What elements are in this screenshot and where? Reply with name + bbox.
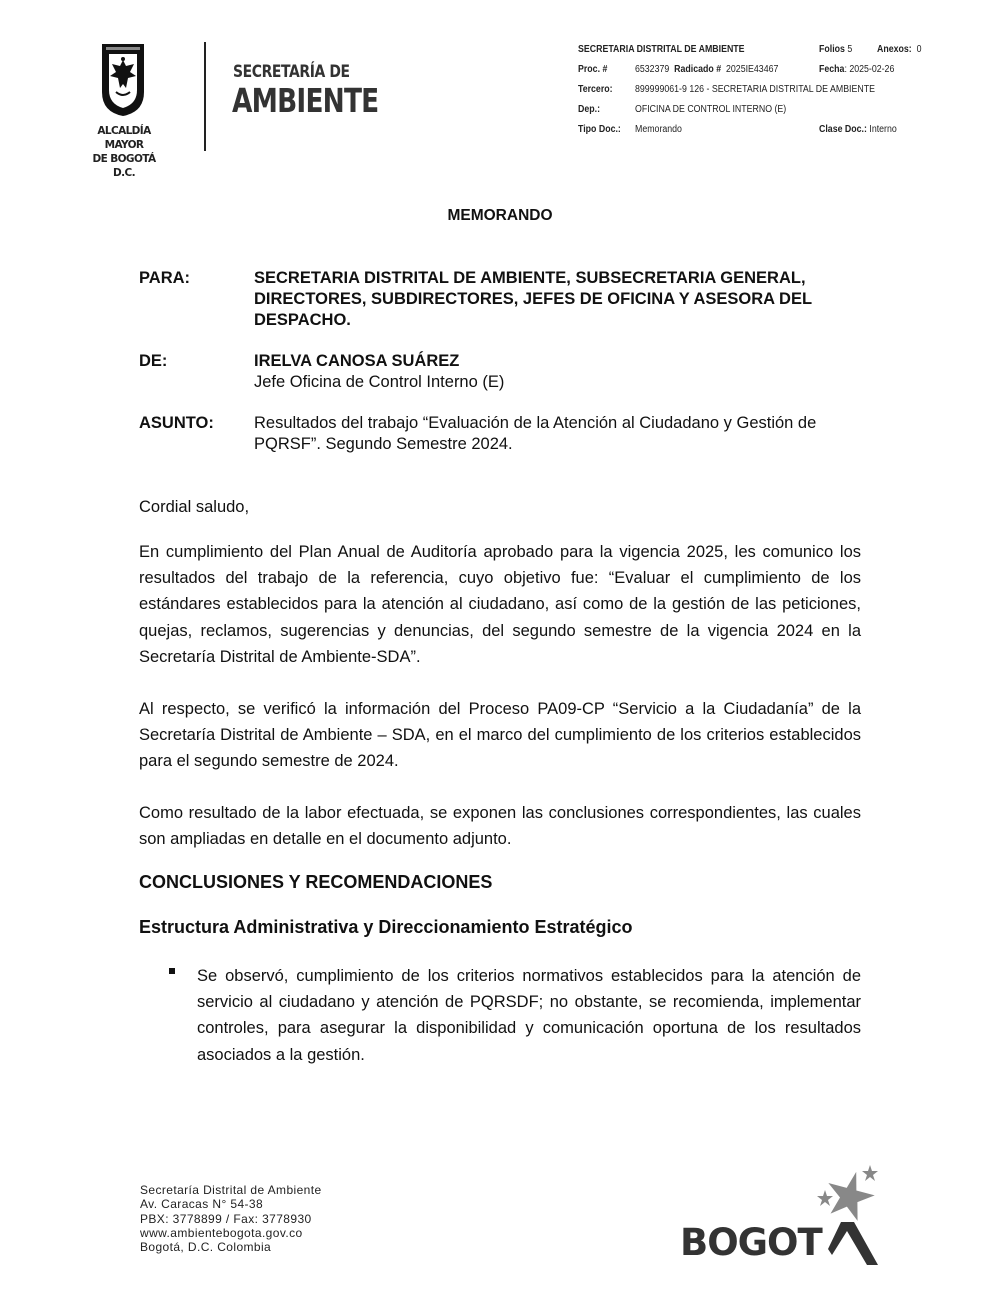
memo-title: MEMORANDO xyxy=(447,207,553,224)
clase-doc-value: Interno xyxy=(869,124,897,135)
de-sender xyxy=(254,351,862,393)
anexos-value: 0 xyxy=(916,44,922,55)
bullet-item: Se observó, cumplimiento de los criterios normativos establecidos para la atención de servicio al ciudadano y atención de PQRSDF; no obstante, se recomienda, implementar controles, para asegurar la disponibilidad y comunicación oportuna de los resultados asociados a la gestión. xyxy=(197,967,861,1064)
folios-value: 5 xyxy=(847,44,853,55)
bogota-coat-of-arms-icon xyxy=(100,42,146,117)
asunto-line: PQRSF”. Segundo Semestre 2024. xyxy=(254,435,513,453)
entity-logo-line-2: AMBIENTE xyxy=(232,81,379,120)
para-recipients xyxy=(254,268,862,331)
dep-label: Dep.: xyxy=(578,104,600,115)
paragraph-3: Como resultado de la labor efectuada, se exponen las conclusiones correspondientes, las cuales son ampliadas en detalle en el documento adjunto. xyxy=(139,804,861,849)
paragraph-2: Al respecto, se verificó la información del Proceso PA09-CP “Servicio a la Ciudadanía” de la Secretaría Distrital de Ambiente – SDA, en el marco del cumplimiento de los criterios establecidos para el segundo semestre de 2024. xyxy=(139,700,861,771)
svg-text:BOGOT: BOGOT xyxy=(680,1221,822,1264)
footer-contact xyxy=(140,1183,322,1254)
folios-label: Folios xyxy=(819,44,845,55)
footer-line: Bogotá, D.C. Colombia xyxy=(140,1240,272,1255)
anexos-label: Anexos: xyxy=(877,44,912,55)
para-line: DIRECTORES, SUBDIRECTORES, JEFES DE OFICINA Y ASESORA DEL xyxy=(254,290,813,308)
entity-logo-line-1: SECRETARÍA DE xyxy=(233,62,350,82)
section-heading: CONCLUSIONES Y RECOMENDACIONES xyxy=(139,872,493,892)
alcaldia-line-2: DE BOGOTÁ D.C. xyxy=(92,153,156,179)
tipo-doc-label: Tipo Doc.: xyxy=(578,124,621,135)
fecha-label: Fecha xyxy=(819,64,845,75)
proc-label: Proc. # xyxy=(578,64,608,75)
alcaldia-logo-text xyxy=(83,124,165,180)
radicado-label: Radicado # xyxy=(674,64,722,75)
footer-line: PBX: 3778899 / Fax: 3778930 xyxy=(140,1211,312,1226)
de-label: DE: xyxy=(139,352,168,370)
para-line: DESPACHO. xyxy=(254,311,351,329)
sender-name: IRELVA CANOSA SUÁREZ xyxy=(254,352,460,370)
alcaldia-line-1: ALCALDÍA MAYOR xyxy=(97,125,151,151)
para-label: PARA: xyxy=(139,269,191,287)
stamp-entity: SECRETARIA DISTRITAL DE AMBIENTE xyxy=(578,44,745,55)
asunto-line: Resultados del trabajo “Evaluación de la Atención al Ciudadano y Gestión de xyxy=(254,414,817,432)
asunto-label: ASUNTO: xyxy=(139,414,214,432)
footer-line: Av. Caracas N° 54-38 xyxy=(140,1197,264,1212)
asunto-text xyxy=(254,413,862,455)
subsection-heading: Estructura Administrativa y Direccionamiento Estratégico xyxy=(139,917,633,937)
bullet-square-icon xyxy=(169,968,175,974)
proc-value: 6532379 xyxy=(635,64,670,75)
sender-role: Jefe Oficina de Control Interno (E) xyxy=(254,373,505,391)
fecha-value: 2025-02-26 xyxy=(849,64,895,75)
tipo-doc-value: Memorando xyxy=(635,124,682,135)
clase-doc-label: Clase Doc.: xyxy=(819,124,867,135)
para-line: SECRETARIA DISTRITAL DE AMBIENTE, SUBSECRETARIA GENERAL, xyxy=(254,269,806,287)
tercero-label: Tercero: xyxy=(578,84,613,95)
footer-line: www.ambientebogota.gov.co xyxy=(140,1225,303,1240)
header-divider xyxy=(204,42,206,151)
bogota-logo-icon xyxy=(678,1165,883,1270)
tercero-value: 899999061-9 126 - SECRETARIA DISTRITAL DE AMBIENTE xyxy=(635,84,875,95)
radicado-value: 2025IE43467 xyxy=(726,64,779,75)
footer-line: Secretaría Distrital de Ambiente xyxy=(140,1183,322,1197)
dep-value: OFICINA DE CONTROL INTERNO (E) xyxy=(635,104,787,115)
paragraph-1: En cumplimiento del Plan Anual de Auditoría aprobado para la vigencia 2025, les comunico los resultados del trabajo de la referencia, cuyo objetivo fue: “Evaluar el cumplimiento de los estándares establecidos para la atención al ciudadano, así como de la gestión de las peticiones, quejas, reclamos, sugerencias y denuncias, del segundo semestre de la vigencia 2024 en la Secretaría Distrital de Ambiente-SDA”. xyxy=(139,543,861,666)
greeting: Cordial saludo, xyxy=(139,498,250,516)
